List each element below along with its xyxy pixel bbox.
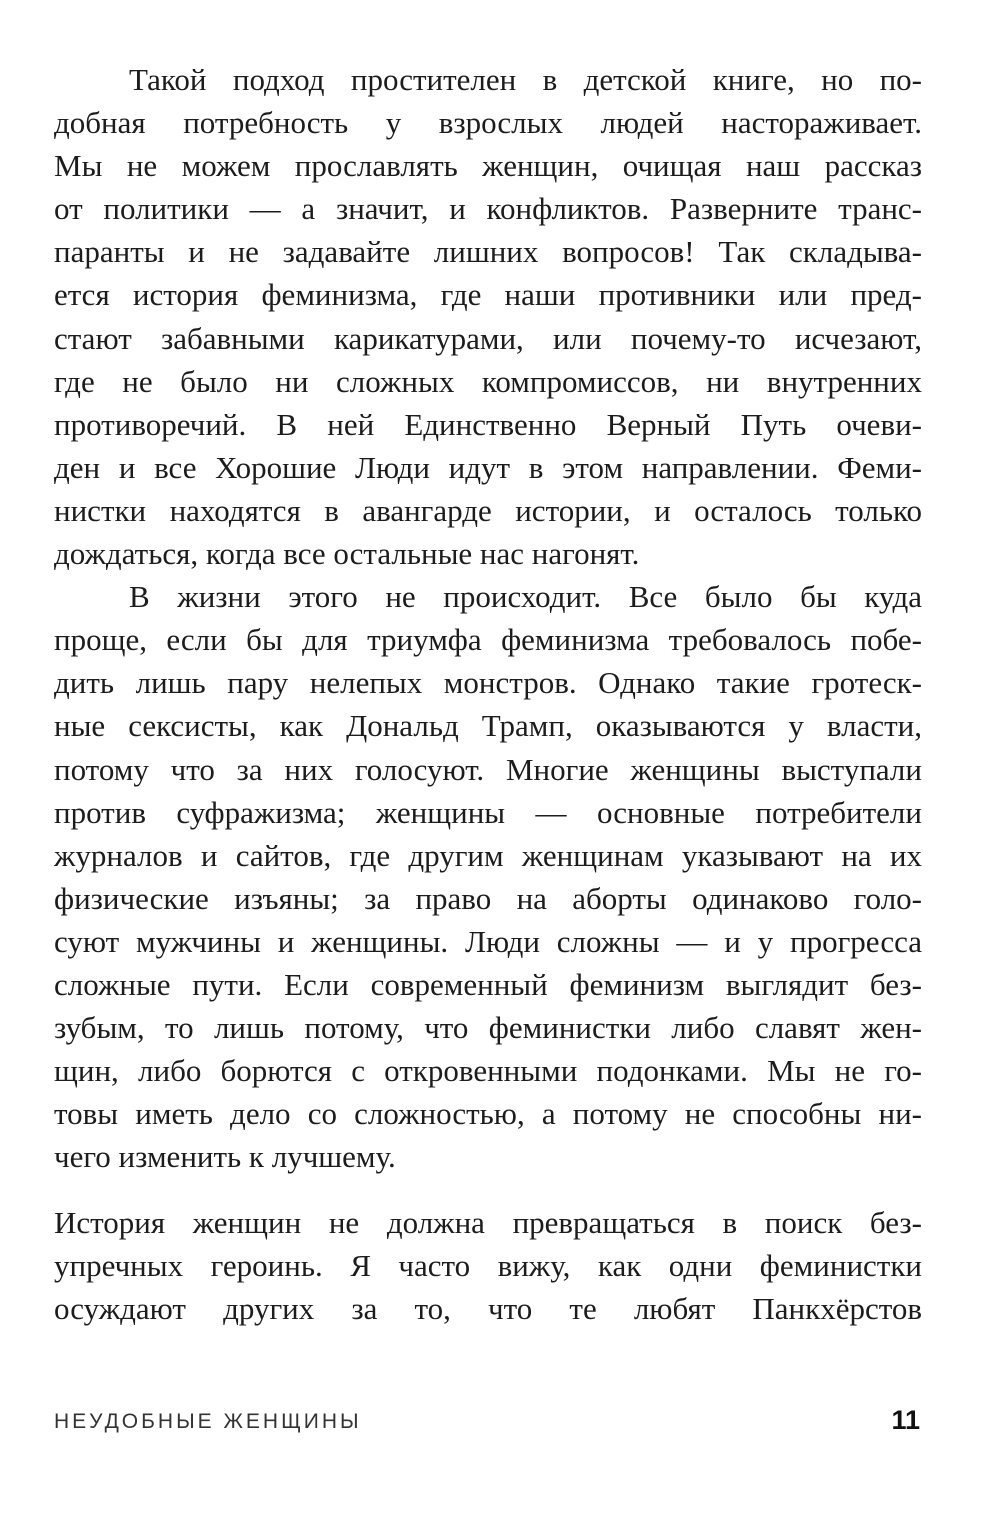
text-line: ные сексисты, как Дональд Трамп, оказываются у власти,	[54, 708, 922, 744]
text-line: чего изменить к лучшему.	[54, 1139, 396, 1175]
text-line: противоречий. В ней Единственно Верный Путь очеви-	[54, 406, 922, 442]
text-line: где не было ни сложных компромиссов, ни внутренних	[54, 363, 922, 399]
text-line: потому что за них голосуют. Многие женщины выступали	[54, 751, 922, 787]
text-line: История женщин не должна превращаться в поиск без-	[54, 1205, 922, 1240]
text-line: суют мужчины и женщины. Люди сложны — и у прогресса	[54, 923, 922, 959]
page-number: 11	[891, 1405, 920, 1435]
text-line: ден и все Хорошие Люди идут в этом направлении. Феми-	[54, 449, 922, 485]
text-line: стают забавными карикатурами, или почему-то исчезают,	[54, 320, 922, 356]
text-line: физические изъяны; за право на аборты одинаково голо-	[54, 880, 922, 916]
text-line: ется история феминизма, где наши противники или пред-	[54, 277, 922, 313]
text-line: дить лишь пару нелепых монстров. Однако такие гротеск-	[54, 665, 922, 701]
text-line: В жизни этого не происходит. Все было бы куда	[129, 579, 922, 615]
body-text-lower	[54, 1201, 922, 1330]
text-line: добная потребность у взрослых людей настораживает.	[54, 105, 922, 141]
text-line: упречных героинь. Я часто вижу, как одни феминистки	[54, 1248, 922, 1284]
body-text-upper	[54, 58, 922, 1178]
paragraph-2	[54, 575, 922, 1178]
running-footer-title: НЕУДОБНЫЕ ЖЕНЩИНЫ	[54, 1410, 362, 1433]
text-line: дождаться, когда все остальные нас нагонят.	[54, 536, 640, 572]
text-line: зубым, то лишь потому, что феминистки либо славят жен-	[54, 1010, 922, 1046]
text-line: щин, либо борются с откровенными подонками. Мы не го-	[54, 1053, 922, 1089]
paragraph-1	[54, 58, 922, 575]
text-line: осуждают других за то, что те любят Панкхёрстов	[54, 1291, 922, 1327]
text-line: сложные пути. Если современный феминизм выглядит без-	[54, 966, 922, 1002]
text-line: нистки находятся в авангарде истории, и осталось только	[54, 492, 922, 528]
text-line: товы иметь дело со сложностью, а потому не способны ни-	[54, 1096, 922, 1132]
text-line: журналов и сайтов, где другим женщинам указывают на их	[54, 837, 922, 873]
text-line: от политики — а значит, и конфликтов. Разверните транс-	[54, 191, 922, 227]
text-line: Такой подход простителен в детской книге, но по-	[129, 62, 922, 97]
text-line: паранты и не задавайте лишних вопросов! Так складыва-	[54, 234, 922, 270]
text-line: против суфражизма; женщины — основные потребители	[54, 794, 922, 830]
text-line: проще, если бы для триумфа феминизма требовалось побе-	[54, 622, 922, 658]
paragraph-3	[54, 1201, 922, 1330]
text-line: Мы не можем прославлять женщин, очищая наш рассказ	[54, 148, 922, 184]
